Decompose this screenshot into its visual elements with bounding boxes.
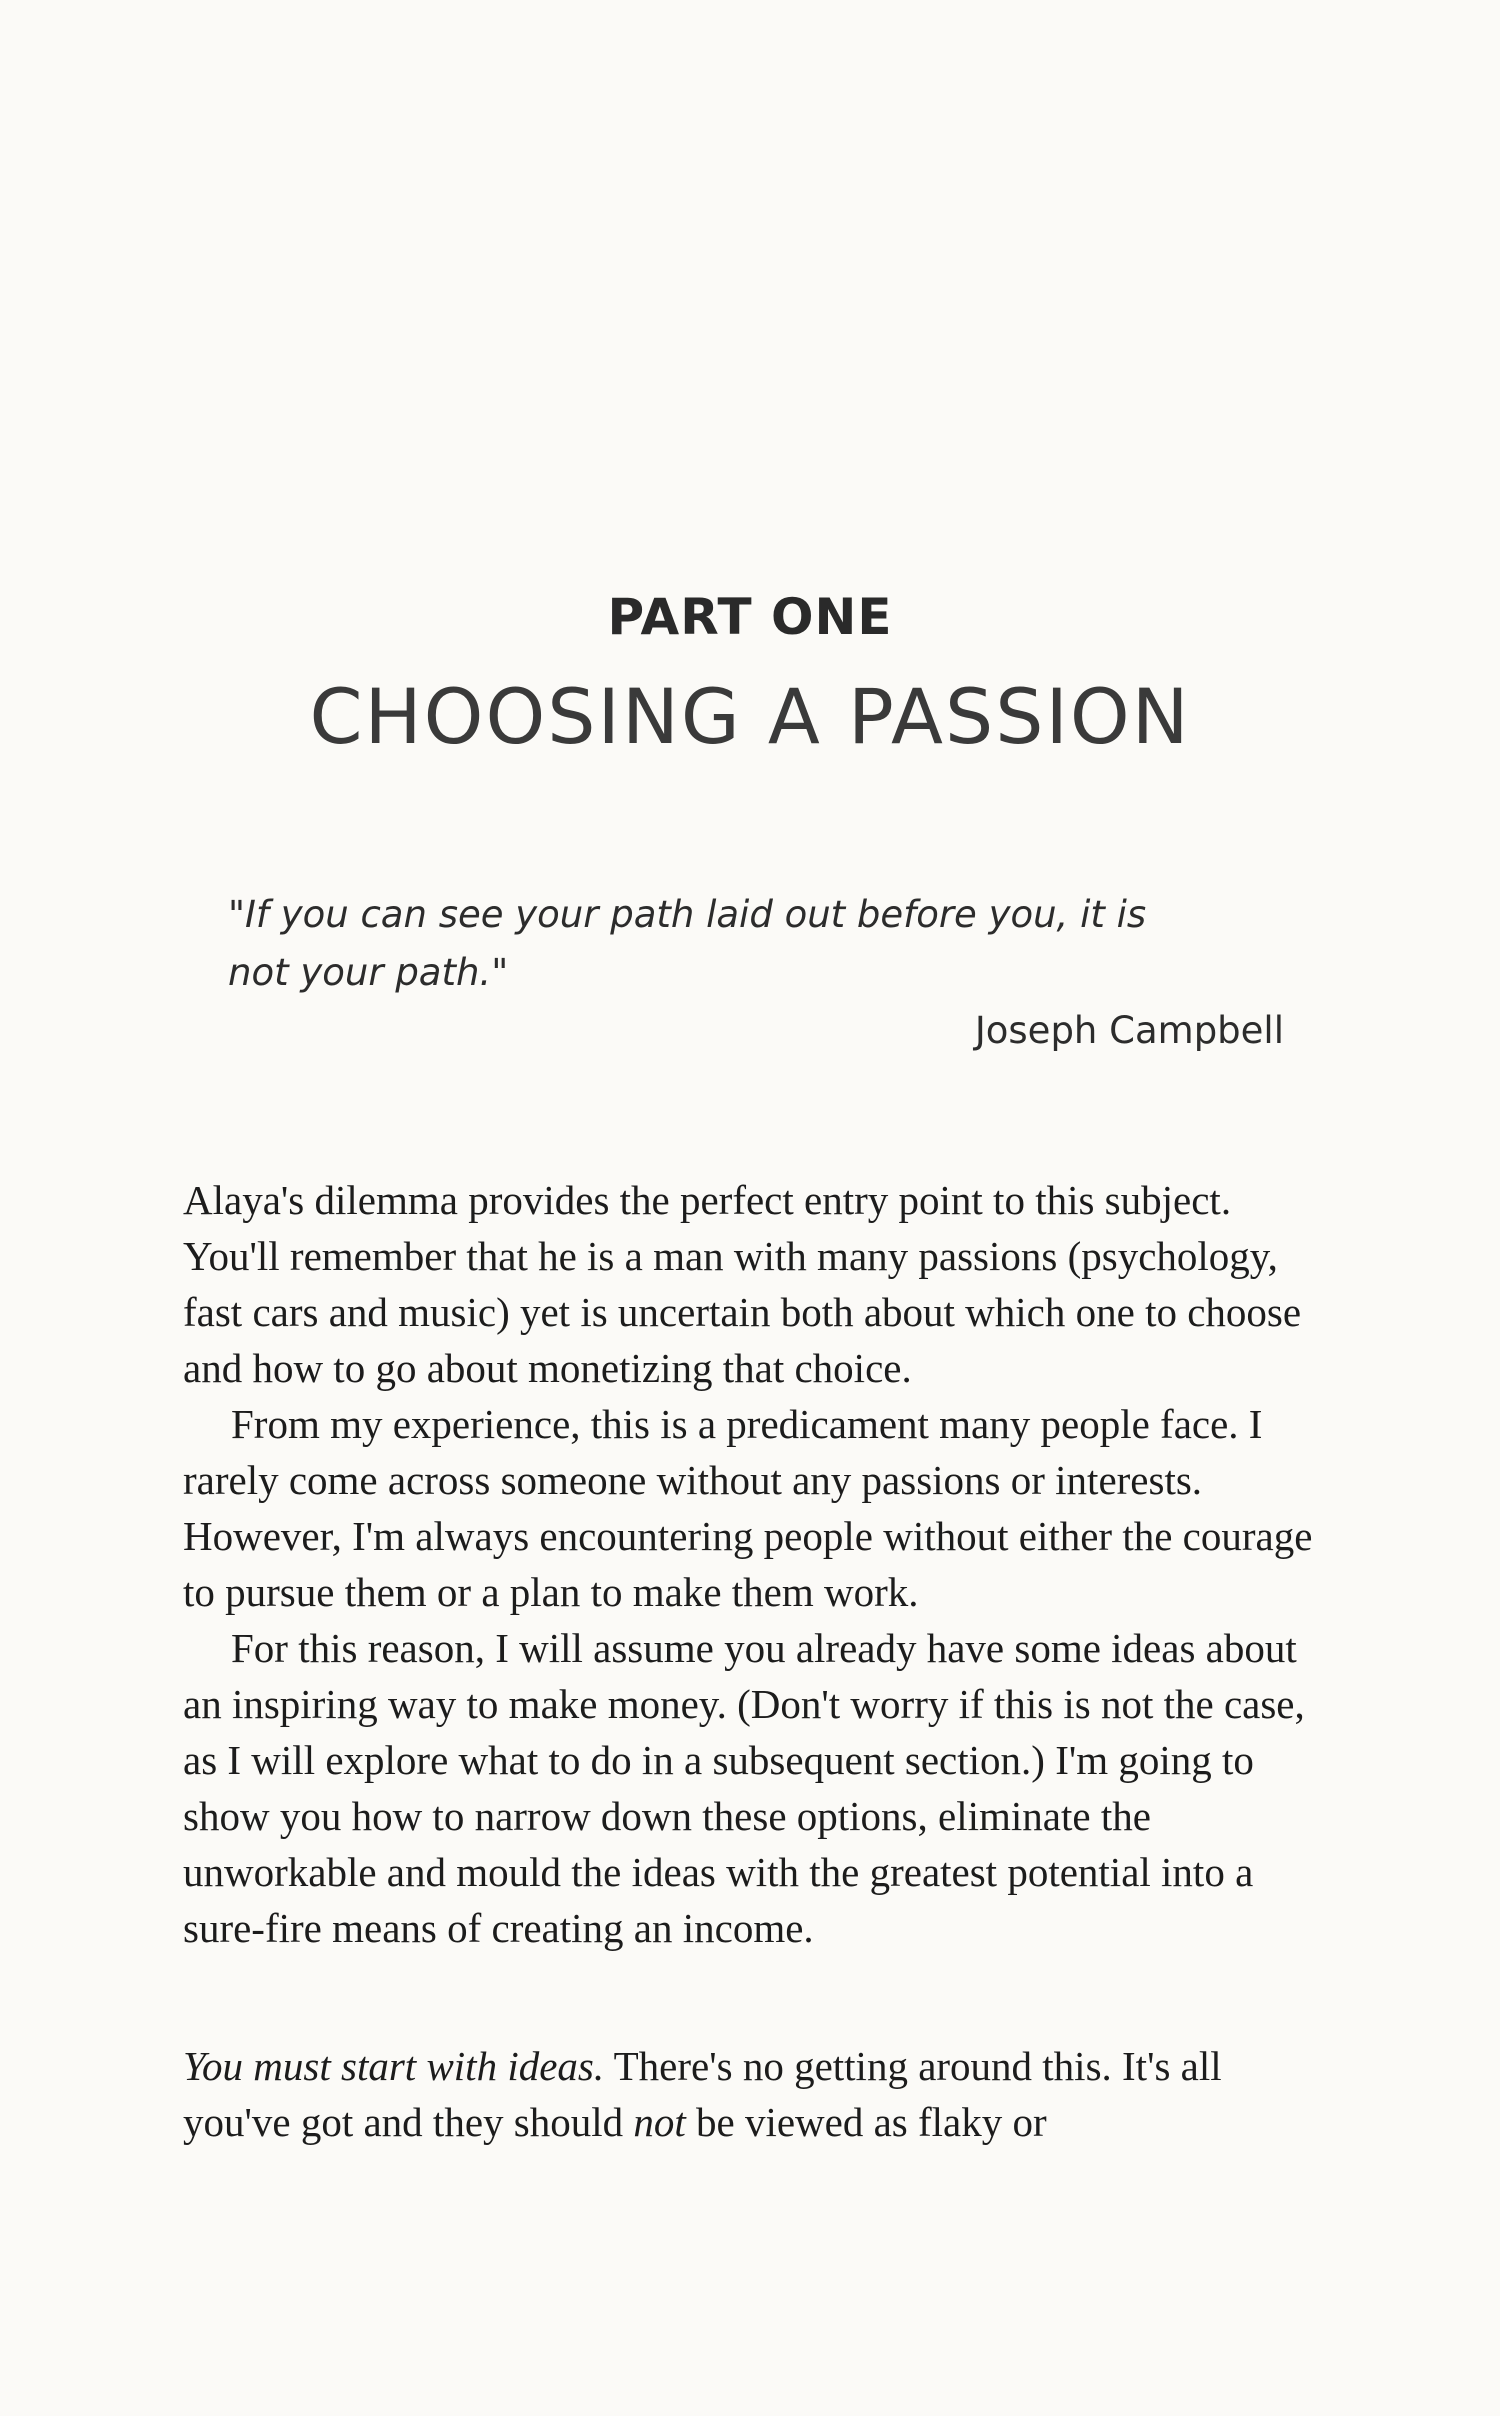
part-title: CHOOSING A PASSION [309, 672, 1191, 761]
paragraph-4-italic-lead: You must start with ideas. [183, 2043, 605, 2089]
body-text [183, 1172, 1333, 2150]
paragraph-4 [183, 2038, 1333, 2150]
paragraph-4-italic-word: not [633, 2099, 686, 2145]
paragraph-1: Alaya's dilemma provides the perfect entry point to this subject. You'll remember that he is a man with many passions (psychology, fast cars and music) yet is uncertain both about which one to choose and how to go about monetizing that choice. [183, 1177, 1302, 1391]
paragraph-2: From my experience, this is a predicament many people face. I rarely come across someone without any passions or interests. However, I'm always encountering people without either the courage to pursue them or a plan to make them work. [183, 1401, 1313, 1615]
epigraph-author: Joseph Campbell [974, 1009, 1284, 1052]
paragraph-4-text-a: There's no getting around this. It's all you've got and they should [183, 2043, 1222, 2145]
paragraph-3: For this reason, I will assume you already have some ideas about an inspiring way to make money. (Don't worry if this is not the case, as I will explore what to do in a subsequent section.) I'm going to show you how to narrow down these options, eliminate the unworkable and mould the ideas with the greatest potential into a sure-fire means of creating an income. [183, 1625, 1305, 1951]
epigraph [228, 886, 1288, 1060]
epigraph-quote: "If you can see your path laid out before you, it is not your path." [228, 893, 1147, 994]
paragraph-4-text-b: be viewed as flaky or [685, 2099, 1047, 2145]
part-label: PART ONE [607, 588, 893, 646]
